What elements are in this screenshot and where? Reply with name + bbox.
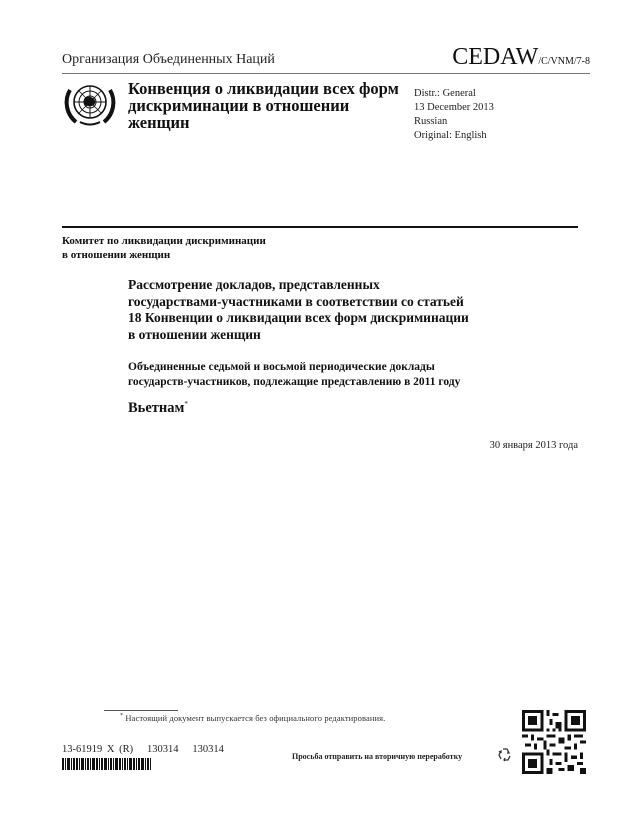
footnote-rule — [104, 710, 178, 711]
symbol-main: CEDAW — [452, 44, 539, 70]
committee-line: Комитет по ликвидации дискриминации — [62, 235, 266, 247]
qr-code-icon — [522, 710, 586, 774]
subject-line: государствами-участниками в соответствии со статьей — [128, 293, 464, 309]
report-title-line: государств-участников, подлежащие представлению в 2011 году — [128, 376, 461, 388]
subject-line: Рассмотрение докладов, представленных — [128, 277, 380, 292]
subject-line: 18 Конвенции о ликвидации всех форм дискриминации — [128, 310, 469, 325]
language: Russian — [414, 116, 448, 127]
committee-name — [62, 234, 266, 262]
barcode-icon — [62, 758, 174, 770]
report-date: 30 января 2013 года — [489, 440, 578, 451]
recycle-note: Просьба отправить на вторичную переработку — [292, 752, 463, 761]
distribution: Distr.: General — [414, 88, 476, 99]
committee-line: в отношении женщин — [62, 249, 171, 261]
footnote-text: Настоящий документ выпускается без официального редактирования. — [125, 713, 386, 723]
organization-name: Организация Объединенных Наций — [62, 52, 275, 67]
footnote-mark: * — [120, 713, 124, 720]
section-rule — [62, 226, 578, 228]
subject-line: в отношении женщин — [128, 326, 261, 342]
recycle-icon — [496, 746, 514, 764]
subject-heading — [128, 277, 548, 343]
country-name — [128, 400, 188, 417]
convention-title: Конвенция о ликвидации всех форм дискриминации в отношении женщин — [128, 79, 399, 132]
symbol-suffix: /C/VNM/7-8 — [538, 56, 590, 67]
original-language: Original: English — [414, 130, 487, 141]
report-title-line: Объединенные седьмой и восьмой периодические доклады — [128, 361, 435, 373]
job-number: 13-61919 X (R) 130314 130314 — [62, 744, 224, 755]
document-symbol — [452, 44, 590, 71]
document-meta — [414, 87, 494, 143]
footnote — [120, 713, 385, 723]
country-label: Вьетнам — [128, 400, 185, 416]
issue-date: 13 December 2013 — [414, 102, 494, 113]
footnote-ref[interactable]: * — [184, 400, 188, 409]
header-rule — [62, 73, 590, 74]
un-emblem-icon — [62, 80, 118, 126]
report-title — [128, 360, 568, 390]
